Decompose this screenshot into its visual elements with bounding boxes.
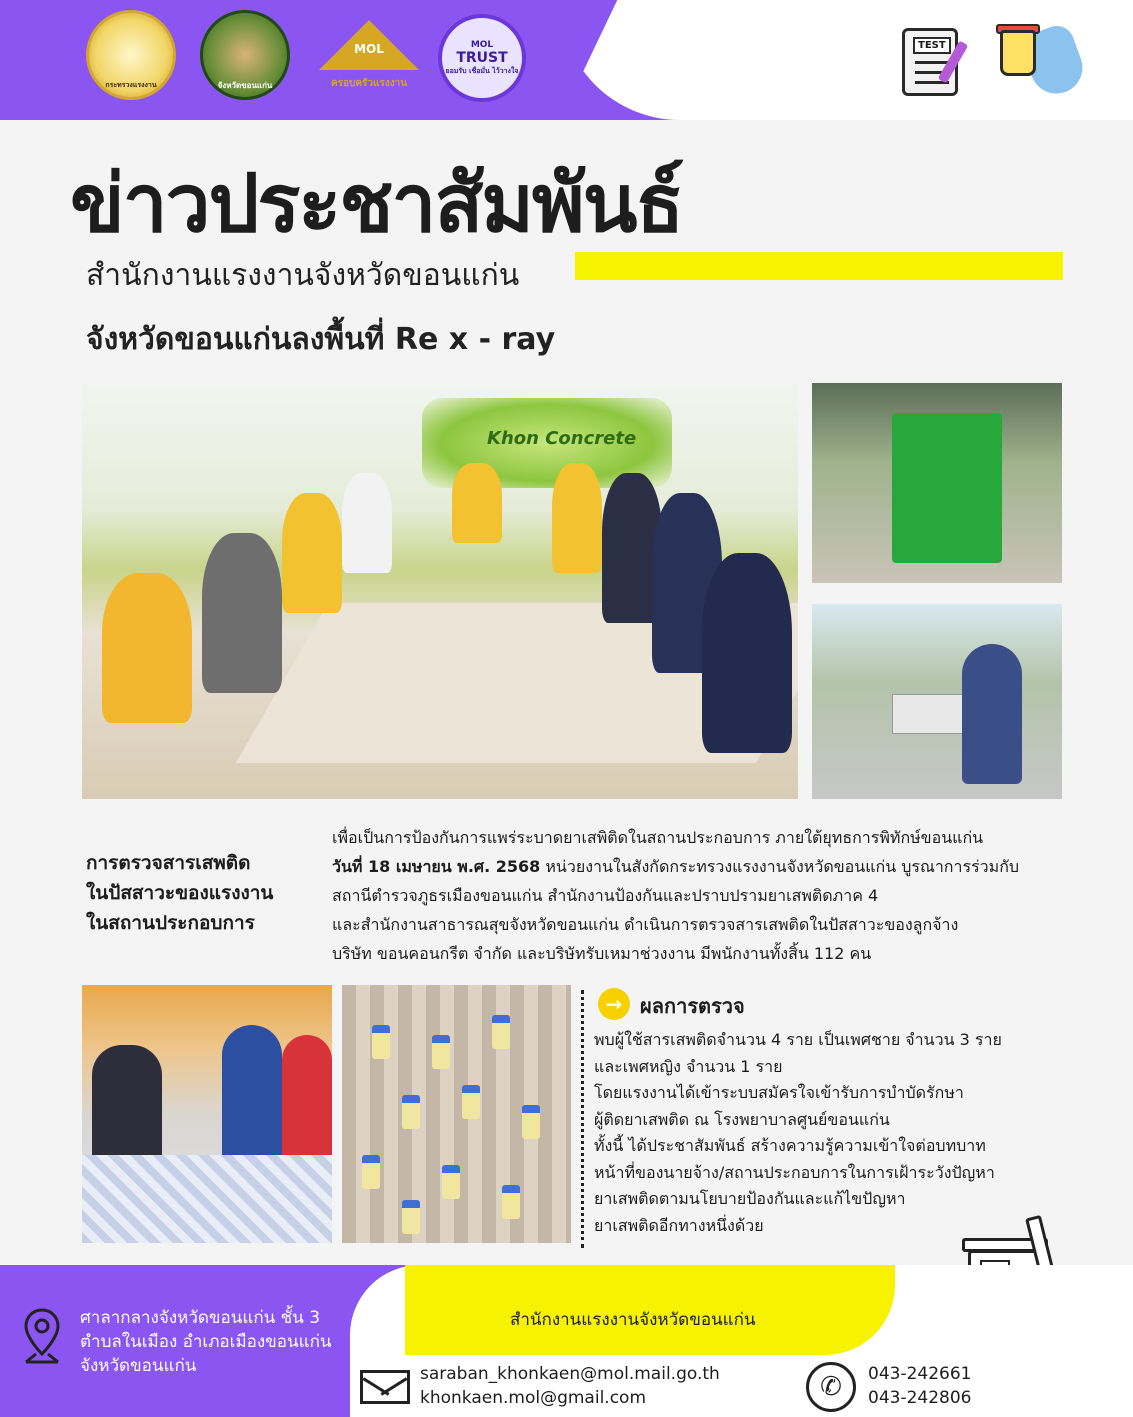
- yellow-accent-bar: [575, 252, 1063, 280]
- arrow-right-icon: →: [598, 988, 630, 1020]
- mol-logo-text: MOL: [354, 41, 384, 56]
- headline: จังหวัดขอนแก่นลงพื้นที่ Re x - ray: [86, 322, 556, 357]
- results-line: ผู้ติดยาเสพติด ณ โรงพยาบาลศูนย์ขอนแก่น: [594, 1109, 890, 1129]
- results-body: [594, 1027, 1094, 1239]
- section-body-line: สถานีตำรวจภูธรเมืองขอนแก่น สำนักงานป้องกันและปราบปรามยาเสพติดภาค 4: [332, 886, 879, 905]
- sample-collection-photo: [82, 985, 332, 1243]
- address-line: จังหวัดขอนแก่น: [80, 1356, 197, 1376]
- page-subtitle: สำนักงานแรงงานจังหวัดขอนแก่น: [86, 258, 520, 293]
- phone-number[interactable]: 043-242806: [868, 1388, 972, 1408]
- ministry-seal-logo: [86, 10, 176, 100]
- results-title: ผลการตรวจ: [640, 994, 745, 1018]
- section-body-line: บริษัท ขอนคอนกรีต จำกัด และบริษัทรับเหมาช่วงงาน มีพนักงานทั้งสิ้น 112 คน: [332, 944, 872, 963]
- mol-logo-subtext: ครอบครัวแรงงาน: [330, 77, 408, 89]
- mol-trust-line3: ยอมรับ เชื่อมั่น ไว้วางใจ: [445, 66, 519, 75]
- footer-address: [80, 1306, 331, 1378]
- results-line: ยาเสพติดอีกทางหนึ่งด้วย: [594, 1215, 764, 1235]
- section-body-line: [332, 852, 1072, 881]
- dotted-divider: [581, 990, 584, 1248]
- section-body-line: เพื่อเป็นการป้องกันการแพร่ระบาดยาเสพิติดในสถานประกอบการ ภายใต้ยุทธการพิทักษ์ขอนแก่น: [332, 828, 984, 847]
- tent-photo: [812, 383, 1062, 583]
- section-body: [332, 823, 1072, 968]
- email-link[interactable]: saraban_khonkaen@mol.mail.go.th: [420, 1364, 720, 1384]
- address-line: ศาลากลางจังหวัดขอนแก่น ชั้น 3: [80, 1308, 321, 1328]
- footer-phones: [868, 1362, 971, 1410]
- section-body-line-rest: หน่วยงานในสังกัดกระทรวงแรงงานจังหวัดขอนแก่น บูรณาการร่วมกับ: [540, 857, 1020, 876]
- results-line: พบผู้ใช้สารเสพติดจำนวน 4 ราย เป็นเพศชาย จำนวน 3 ราย: [594, 1030, 1002, 1049]
- mol-family-logo: [314, 10, 424, 100]
- location-pin-icon: [22, 1306, 62, 1366]
- khonkaen-seal-text: จังหวัดขอนแก่น: [217, 80, 273, 90]
- address-line: ตำบลในเมือง อำเภอเมืองขอนแก่น: [80, 1332, 332, 1352]
- mol-trust-line2: TRUST: [456, 49, 508, 66]
- email-link[interactable]: khonkaen.mol@gmail.com: [420, 1388, 647, 1408]
- footer-emails: [420, 1362, 720, 1410]
- event-date: วันที่ 18 เมษายน พ.ศ. 2568: [332, 857, 541, 876]
- wall-sign-text: Khon Concrete: [487, 428, 637, 449]
- mol-trust-logo: [438, 14, 526, 102]
- mol-trust-line1: MOL: [470, 39, 494, 50]
- footer-office-name: สำนักงานแรงงานจังหวัดขอนแก่น: [510, 1310, 756, 1330]
- sample-bottles-photo: [342, 985, 571, 1243]
- sample-cup-icon: [1000, 30, 1036, 76]
- section-title-line: การตรวจสารเสพติด: [86, 852, 251, 874]
- outdoor-testing-photo: [812, 604, 1062, 799]
- ministry-seal-text: กระทรวงแรงงาน: [105, 80, 157, 89]
- page-title: ข่าวประชาสัมพันธ์: [70, 157, 683, 250]
- results-line: ยาเสพติดตามนโยบายป้องกันและแก้ไขปัญหา: [594, 1189, 906, 1208]
- meeting-photo: [82, 383, 798, 799]
- results-line: ทั้งนี้ ได้ประชาสัมพันธ์ สร้างความรู้ความเข้าใจต่อบทบาท: [594, 1136, 986, 1155]
- results-line: และเพศหญิง จำนวน 1 ราย: [594, 1056, 783, 1076]
- mail-icon: [360, 1370, 410, 1404]
- section-title: [86, 848, 306, 938]
- khonkaen-seal-logo: [200, 10, 290, 100]
- results-line: โดยแรงงานได้เข้าระบบสมัครใจเข้ารับการบำบัดรักษา: [594, 1083, 964, 1102]
- green-tent: [892, 413, 1002, 563]
- results-line: หน้าที่ของนายจ้าง/สถานประกอบการในการเฝ้าระวังปัญหา: [594, 1162, 995, 1182]
- section-title-line: ในสถานประกอบการ: [86, 912, 255, 934]
- phone-icon: ✆: [806, 1362, 856, 1412]
- section-title-line: ในปัสสาวะของแรงงาน: [86, 882, 274, 904]
- section-body-line: และสำนักงานสาธารณสุขจังหวัดขอนแก่น ดำเนินการตรวจสารเสพติดในปัสสาวะของลูกจ้าง: [332, 915, 959, 934]
- phone-number[interactable]: 043-242661: [868, 1364, 972, 1384]
- test-tag: TEST: [913, 37, 951, 54]
